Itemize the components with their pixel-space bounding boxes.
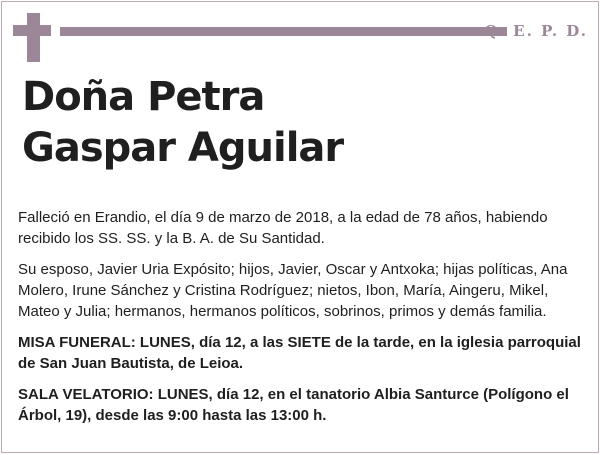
obituary-body bbox=[18, 207, 586, 436]
deceased-name-line1: Doña Petra bbox=[22, 74, 265, 120]
funeral-mass-paragraph: MISA FUNERAL: LUNES, día 12, a las SIETE de la tarde, en la iglesia parroquial de San Juan Bautista, de Leioa. bbox=[18, 334, 581, 372]
deceased-name-line2: Gaspar Aguilar bbox=[22, 125, 344, 171]
death-notice-paragraph: Falleció en Erandio, el día 9 de marzo de 2018, a la edad de 78 años, habiendo recibido los SS. SS. y la B. A. de Su Santidad. bbox=[18, 209, 548, 247]
qepd-label: Q. E. P. D. bbox=[484, 22, 588, 40]
deceased-name bbox=[22, 72, 343, 174]
obituary-card bbox=[1, 1, 599, 453]
wake-room-paragraph: SALA VELATORIO: LUNES, día 12, en el tanatorio Albia Santurce (Polígono el Árbol, 19), desde las 9:00 hasta las 13:00 h. bbox=[18, 386, 569, 424]
family-paragraph: Su esposo, Javier Uria Expósito; hijos, Javier, Oscar y Antxoka; hijas políticas, Ana Molero, Irune Sánchez y Cristina Rodríguez; nietos, Ibon, María, Aingeru, Mikel, Mateo y Julia; hermanos, hermanos políticos, sobrinos, primos y demás familia. bbox=[18, 261, 568, 320]
cross-icon-bar bbox=[13, 25, 51, 36]
header-rule bbox=[60, 27, 507, 36]
cross-icon bbox=[27, 13, 40, 62]
